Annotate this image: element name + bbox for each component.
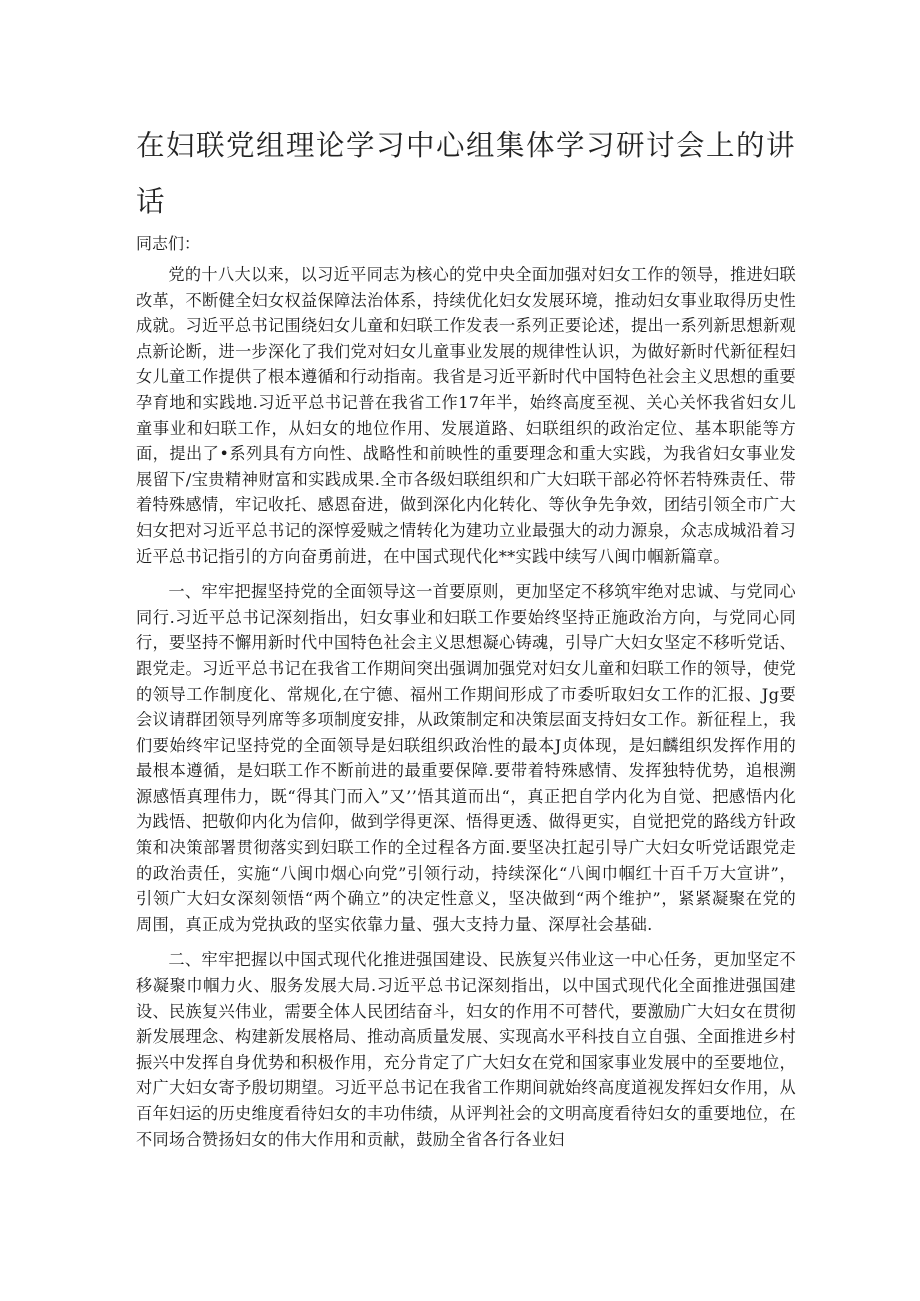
document-title: 在妇联党组理论学习中心组集体学习研讨会上的讲话 bbox=[136, 129, 797, 218]
paragraph-intro: 党的十八大以来，以习近平同志为核心的党中央全面加强对妇女工作的领导，推进妇联改革，不断健全妇女权益保障法治体系，持续优化妇女发展环境，推动妇女事业取得历史性成就。习近平总书记围绕妇女儿童和妇联工作发表一系列正要论述，提出一系列新思想新观点新论断，进一步深化了我们党对妇女儿童事业发展的规律性认识，为做好新时代新征程妇女儿童工作提供了根本遵循和行动指南。我省是习近平新时代中国特色社会主义思想的重要孕育地和实践地.习近平总书记普在我省工作17年半，始终高度至视、关心关怀我省妇女儿童事业和妇联工作，从妇女的地位作用、发展道路、妇联组织的政治定位、基本职能等方面，提出了•系列具有方向性、战略性和前映性的重要理念和重大实践，为我省妇女事业发展留下/宝贵精神财富和实践成果.全市各级妇联组织和广大妇联干部必符怀若特殊责任、带着特殊感情，牢记收托、感恩奋进，做到深化内化转化、等伙争先争效，团结引领全市广大妇女把对习近平总书记的深惇爱贼之情转化为建功立业最强大的动力源泉，众志成城沿着习近平总书记指引的方向奋勇前进，在中国式现代化**实践中续写八闽巾帼新篇章。 bbox=[136, 265, 796, 566]
document-body bbox=[136, 262, 796, 1162]
paragraph-section-two: 二、牢牢把握以中国式现代化推进强国建设、民族复兴伟业这一中心任务，更加坚定不移凝聚巾帼力火、服务发展大局.习近平总书记深刻指出，以中国式现代化全面推进强国建设、民族复兴伟业，需要全体人民团结奋斗，妇女的作用不可替代，要激励广大妇女在贯彻新发展理念、构建新发展格局、推动高质量发展、实现高水平科技自立自强、全面推进乡村振兴中发挥自身优势和积极作用，充分肯定了广大妇女在党和国家事业发展中的至要地位，对广大妇女寄予殷切期望。习近平总书记在我省工作期间就始终高度道视发挥妇女作用，从百年妇运的历史维度看待妇女的丰功伟绩，从评判社会的文明高度看待妇女的重要地位，在不同场合赞扬妇女的伟大作用和贡献，鼓励全省各行各业妇 bbox=[136, 950, 796, 1149]
paragraph-section-one: 一、牢牢把握坚持党的全面领导这一首要原则，更加坚定不移筑牢绝对忠诚、与党同心同行.习近平总书记深刻指出，妇女事业和妇联工作要始终坚持正施政治方向，与党同心同行，要坚持不懈用新时代中国特色社会主义思想凝心铸魂，引导广大妇女坚定不移听党话、跟党走。习近平总书记在我省工作期间突出强调加强党对妇女儿童和妇联工作的领导，使党的领导工作制度化、常规化,在宁德、福州工作期间形成了市委听取妇女工作的汇报、Jg要会议请群团领导列席等多项制度安排，从政策制定和决策层面支持妇女工作。新征程上，我们要始终牢记坚持党的全面领导是妇联组织政治性的最本J贞体现，是妇麟组织发挥作用的最根本遵循，是妇联工作不断前进的最重要保障.要带着特殊感情、发挥独特优势，追根溯源感悟真理伟力，既“得其门而入”又’’悟其道而出“，真正把自学内化为自觉、把感悟内化为践悟、把敬仰内化为信仰，做到学得更深、悟得更透、做得更实，自觉把党的路线方针政策和决策部署贯彻落实到妇联工作的全过程各方面.要坚决扛起引导广大妇女听党话跟党走的政治责任，实施“八闽巾烟心向党”引领行动，持续深化“八闽巾帼红十百千万大宣讲”，引领广大妇女深刻领悟“两个确立”的决定性意义，坚决做到“两个维护”，紧紧凝聚在党的周围，真正成为党执政的坚实依靠力量、强大支持力量、深厚社会基础. bbox=[136, 582, 796, 934]
salutation: 同志们： bbox=[136, 234, 201, 253]
